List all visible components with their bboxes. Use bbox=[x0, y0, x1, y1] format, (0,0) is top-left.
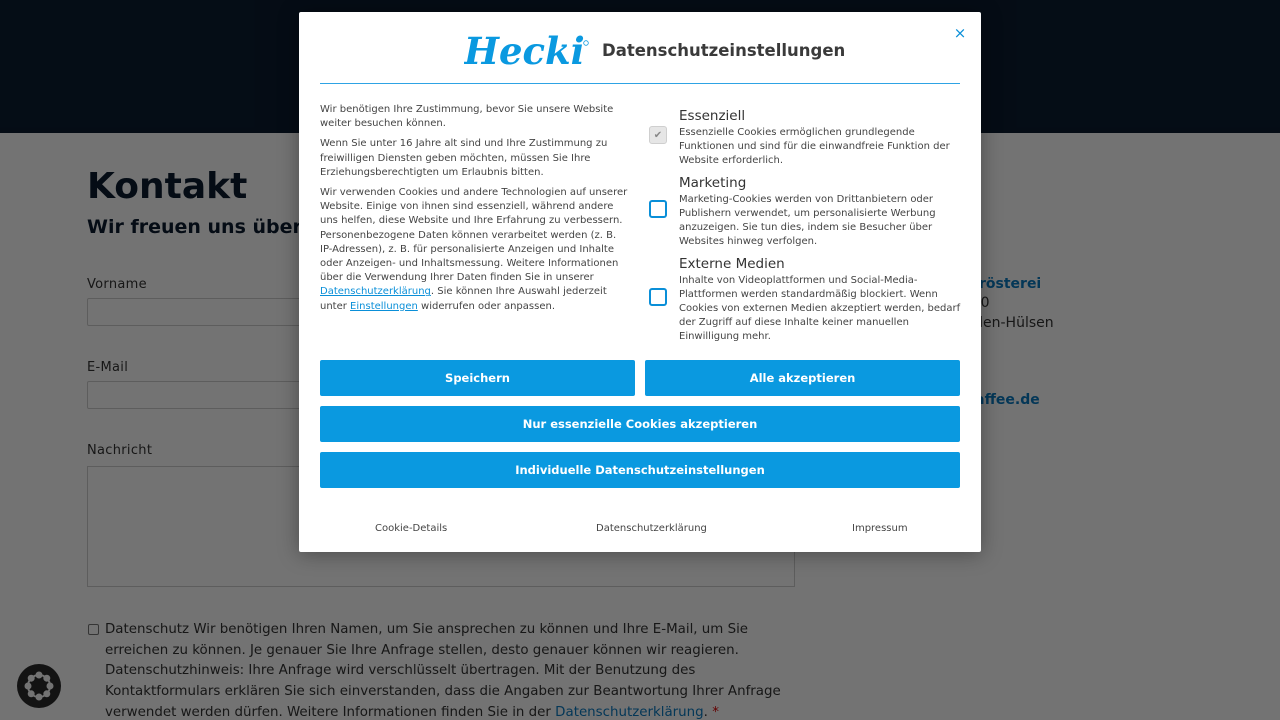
hecki-logo bbox=[464, 30, 592, 72]
save-button[interactable]: Speichern bbox=[320, 360, 635, 396]
intro-p3-text-b: . Sie können Ihre Auswahl jederzeit unter bbox=[320, 286, 607, 312]
consent-intro bbox=[320, 103, 630, 320]
essential-checkbox bbox=[649, 126, 667, 144]
intro-p3-text-c: widerrufen oder anpassen. bbox=[417, 300, 555, 312]
privacy-settings-dialog bbox=[299, 12, 981, 552]
imprint-link[interactable]: Impressum bbox=[852, 523, 908, 534]
intro-paragraph-2: Wenn Sie unter 16 Jahre alt sind und Ihre Zustimmung zu freiwilligen Diensten geben möchten, müssen Sie Ihre Erziehungsberechtigten um Erlaubnis bitten. bbox=[320, 138, 608, 178]
cookie-details-link[interactable]: Cookie-Details bbox=[375, 523, 448, 534]
close-button[interactable] bbox=[950, 23, 970, 43]
external-media-checkbox[interactable] bbox=[649, 288, 667, 306]
title-divider bbox=[320, 83, 960, 84]
marketing-description: Marketing-Cookies werden von Drittanbietern oder Publishern verwendet, um personalisierte Werbung anzuzeigen. Sie tun dies, indem sie Besucher über Websites hinweg verfolgen. bbox=[679, 194, 936, 247]
close-icon: × bbox=[953, 24, 967, 42]
marketing-title: Marketing bbox=[679, 175, 747, 191]
dialog-title: Datenschutzeinstellungen bbox=[602, 41, 846, 60]
external-media-title: Externe Medien bbox=[679, 256, 785, 272]
intro-paragraph-1: Wir benötigen Ihre Zustimmung, bevor Sie unsere Website weiter besuchen können. bbox=[320, 104, 614, 130]
accept-all-button[interactable]: Alle akzeptieren bbox=[645, 360, 960, 396]
category-marketing bbox=[649, 175, 961, 245]
check-icon: ✔ bbox=[653, 129, 663, 141]
essential-title: Essenziell bbox=[679, 108, 746, 124]
intro-p3-text-a: Wir verwenden Cookies und andere Technologien auf unserer Website. Einige von ihnen sind essenziell, während andere uns helfen, diese Website und Ihre Erfahrung zu verbessern. Personenbezogene Daten können verarbeitet werden (z. B. IP-Adressen), z. B. für personalisierte Anzeigen und Inhalte oder Anzeigen- und Inhaltsmessung. Weitere Informationen über die Verwendung Ihrer Daten finden Sie in unserer bbox=[320, 187, 628, 284]
individual-settings-button[interactable]: Individuelle Datenschutzeinstellungen bbox=[320, 452, 960, 488]
external-media-description: Inhalte von Videoplattformen und Social-Media-Plattformen werden standardmäßig blockiert. Wenn Cookies von externen Medien akzeptiert werden, bedarf der Zugriff auf diese Inhalte keiner manuellen Einwilligung mehr. bbox=[679, 275, 961, 342]
hecki-logo-text: Hecki bbox=[464, 30, 585, 72]
intro-privacy-link[interactable]: Datenschutzerklärung bbox=[320, 286, 431, 298]
category-external-media bbox=[649, 256, 961, 340]
category-essential bbox=[649, 108, 961, 164]
intro-paragraph-3 bbox=[320, 186, 630, 314]
marketing-checkbox[interactable] bbox=[649, 200, 667, 218]
intro-settings-link[interactable]: Einstellungen bbox=[350, 300, 418, 312]
essential-description: Essenzielle Cookies ermöglichen grundlegende Funktionen und sind für die einwandfreie Funktion der Website erforderlich. bbox=[679, 127, 950, 166]
privacy-policy-footer-link[interactable]: Datenschutzerklärung bbox=[596, 523, 707, 534]
accept-essential-button[interactable]: Nur essenzielle Cookies akzeptieren bbox=[320, 406, 960, 442]
